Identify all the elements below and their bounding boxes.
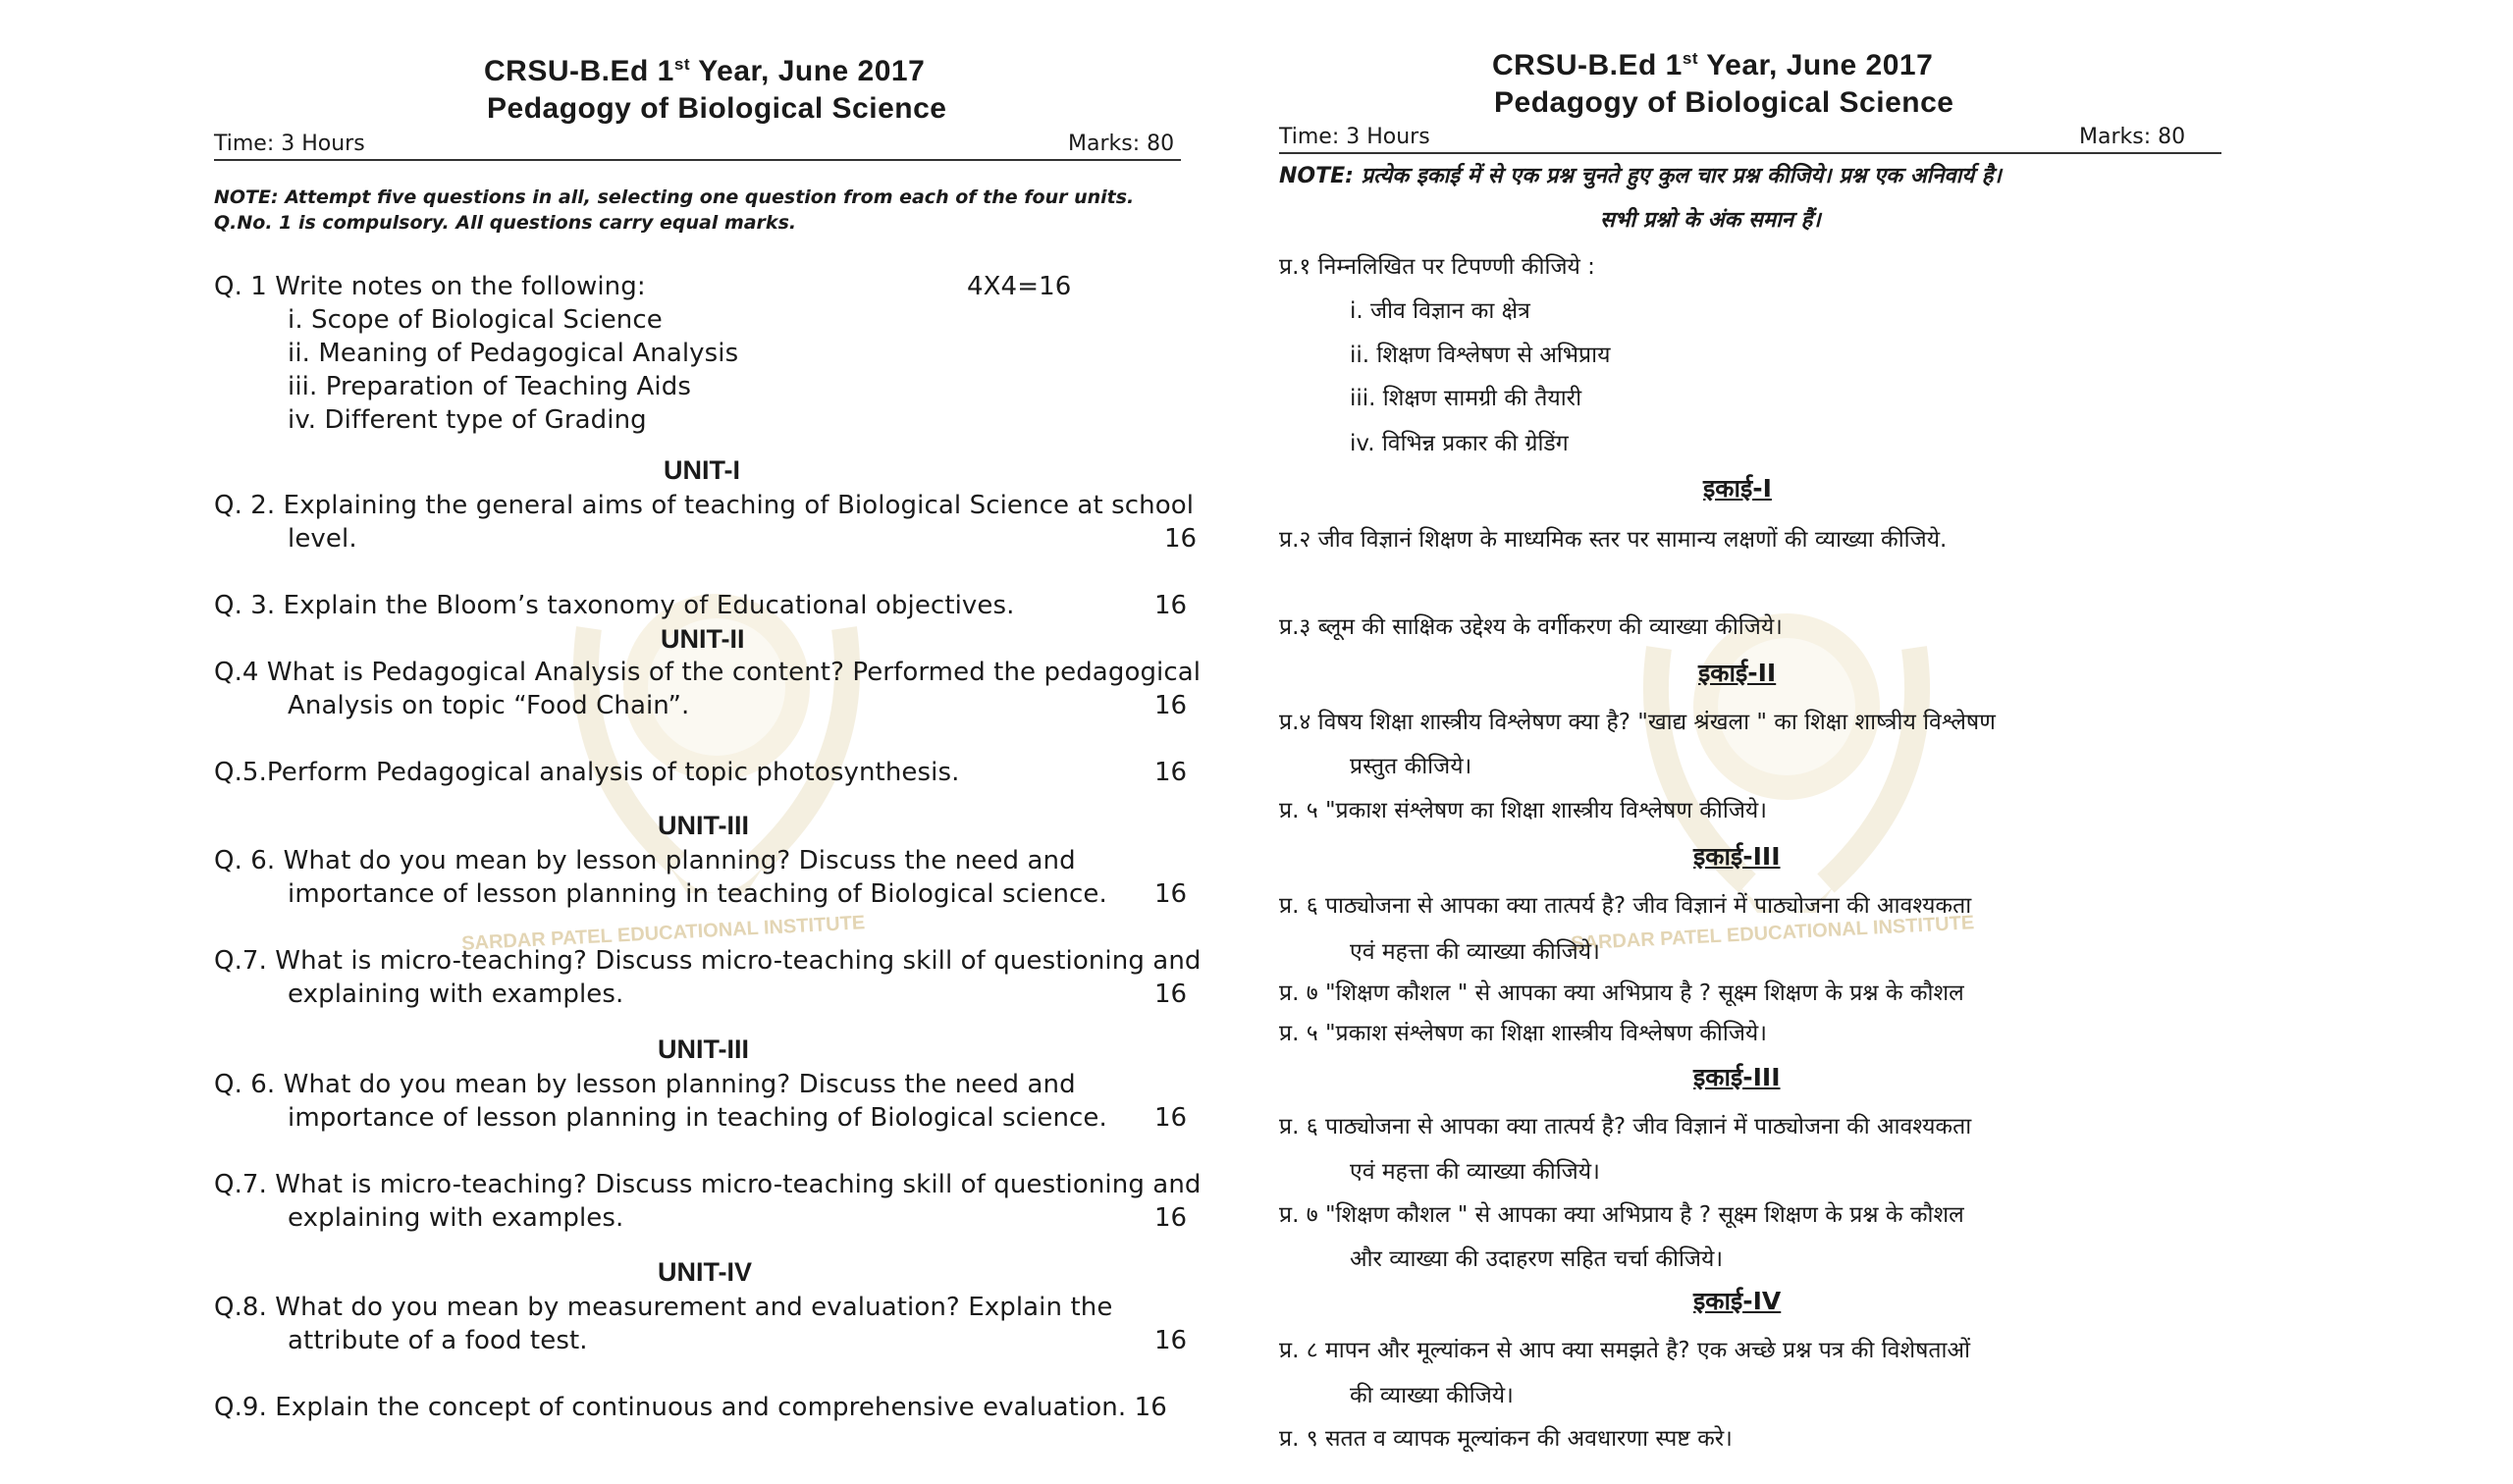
question-marks: 16 [1154, 1203, 1188, 1233]
paper-subject: Pedagogy of Biological Science [1494, 86, 1954, 119]
question-6: प्र. ६ पाठ्योजना से आपका क्या तात्पर्य है? जीव विज्ञानं में पाठ्योजना की आवश्यकता [1279, 893, 1972, 919]
question-7: Q.7. What is micro-teaching? Discuss micro-teaching skill of questioning and [214, 946, 1202, 976]
question-marks: 16 [1154, 1103, 1188, 1133]
question-3: प्र.३ ब्लूम की साक्षिक उद्देश्य के वर्गीकरण की व्याख्या कीजिये। [1279, 614, 1783, 640]
question-6: Q. 6. What do you mean by lesson planning? Discuss the need and [214, 1070, 1076, 1099]
sub-question: ii. शिक्षण विश्लेषण से अभिप्राय [1350, 343, 1611, 368]
unit-heading: UNIT-III [658, 811, 749, 840]
question-7: Q.7. What is micro-teaching? Discuss micro-teaching skill of questioning and [214, 1170, 1202, 1199]
question-9: प्र. ९ सतत व व्यापक मूल्यांकन की अवधारणा स्पष्ट करे। [1279, 1426, 1733, 1452]
unit-heading: इकाई-IV [1693, 1287, 1782, 1315]
question-marks: 16 [1154, 1326, 1188, 1355]
question-6: एवं महत्ता की व्याख्या कीजिये। [1350, 1159, 1600, 1185]
paper-subject: Pedagogy of Biological Science [487, 92, 947, 125]
watermark-text: SARDAR PATEL EDUCATIONAL INSTITUTE [1570, 912, 1975, 955]
watermark-text: SARDAR PATEL EDUCATIONAL INSTITUTE [460, 912, 866, 955]
question-1: Q. 1 Write notes on the following: [214, 272, 646, 301]
instructions-note: NOTE: Attempt five questions in all, selecting one question from each of the four units. [214, 186, 1135, 208]
time-label: Time: 3 Hours [1279, 125, 1430, 149]
question-6: प्र. ६ पाठ्योजना से आपका क्या तात्पर्य है? जीव विज्ञानं में पाठ्योजना की आवश्यकता [1279, 1114, 1972, 1140]
question-6: importance of lesson planning in teaching of Biological science. [288, 879, 1107, 909]
sub-question: iii. Preparation of Teaching Aids [288, 372, 691, 401]
question-2: Q. 2. Explaining the general aims of teaching of Biological Science at school [214, 491, 1195, 520]
paper-title: CRSU-B.Ed 1st Year, June 2017 [1492, 49, 1934, 81]
question-8: की व्याख्या कीजिये। [1350, 1383, 1514, 1408]
question-marks: 16 [1164, 524, 1198, 554]
question-8: Q.8. What do you mean by measurement and evaluation? Explain the [214, 1293, 1113, 1322]
question-7: और व्याख्या की उदाहरण सहित चर्चा कीजिये। [1350, 1246, 1724, 1272]
instructions-note: सभी प्रश्नो के अंक समान हैं। [1600, 208, 1821, 233]
unit-heading: इकाई-III [1693, 842, 1781, 871]
unit-heading: UNIT-III [658, 1034, 749, 1064]
question-5: प्र. ५ "प्रकाश संश्लेषण का शिक्षा शास्त्रीय विश्लेषण कीजिये। [1279, 798, 1767, 823]
question-7: explaining with examples. [288, 980, 624, 1009]
question-7: प्र. ७ "शिक्षण कौशल " से आपका क्या अभिप्राय है ? सूक्ष्म शिक्षण के प्रश्न के कौशल [1279, 1202, 1964, 1228]
english-question-paper [0, 0, 1247, 1484]
question-4: प्रस्तुत कीजिये। [1350, 754, 1472, 779]
question-5: प्र. ५ "प्रकाश संश्लेषण का शिक्षा शास्त्रीय विश्लेषण कीजिये। [1279, 1021, 1767, 1046]
question-2: level. [288, 524, 357, 554]
instructions-note: NOTE: प्रत्येक इकाई में से एक प्रश्न चुनते हुए कुल चार प्रश्न कीजिये। प्रश्न एक अनिवार्य है। [1279, 164, 2002, 188]
institute-emblem-watermark [1600, 530, 1973, 942]
question-6: एवं महत्ता की व्याख्या कीजिये। [1350, 939, 1600, 965]
question-8: प्र. ८ मापन और मूल्यांकन से आप क्या समझते है? एक अच्छे प्रश्न पत्र की विशेषताओं [1279, 1338, 1970, 1363]
question-marks: 16 [1154, 980, 1188, 1009]
unit-heading: UNIT-I [664, 455, 740, 485]
unit-heading: इकाई-II [1698, 659, 1777, 687]
paper-title: CRSU-B.Ed 1st Year, June 2017 [484, 55, 926, 87]
instructions-note: Q.No. 1 is compulsory. All questions carry equal marks. [214, 212, 797, 234]
question-4: Analysis on topic “Food Chain”. [288, 691, 690, 720]
unit-heading: UNIT-II [661, 624, 745, 654]
header-rule [1279, 152, 2221, 154]
question-marks: 16 [1154, 879, 1188, 909]
question-marks: 4X4=16 [967, 272, 1072, 301]
question-7: प्र. ७ "शिक्षण कौशल " से आपका क्या अभिप्राय है ? सूक्ष्म शिक्षण के प्रश्न के कौशल [1279, 980, 1964, 1006]
question-2: प्र.२ जीव विज्ञानं शिक्षण के माध्यमिक स्तर पर सामान्य लक्षणों की व्याख्या कीजिये. [1279, 527, 1948, 553]
question-5: Q.5.Perform Pedagogical analysis of topic photosynthesis. [214, 758, 960, 787]
marks-label: Marks: 80 [2079, 125, 2186, 149]
sub-question: ii. Meaning of Pedagogical Analysis [288, 339, 739, 368]
sub-question: i. जीव विज्ञान का क्षेत्र [1350, 298, 1530, 324]
time-label: Time: 3 Hours [214, 132, 365, 156]
sub-question: iv. Different type of Grading [288, 405, 647, 435]
hindi-question-paper [1247, 0, 2513, 1484]
question-4: प्र.४ विषय शिक्षा शास्त्रीय विश्लेषण क्या है? "खाद्य श्रंखला " का शिक्षा शाष्त्रीय विश्लेषण [1279, 710, 1996, 735]
question-4: Q.4 What is Pedagogical Analysis of the content? Performed the pedagogical [214, 658, 1202, 687]
unit-heading: इकाई-I [1703, 474, 1772, 503]
question-6: importance of lesson planning in teaching of Biological science. [288, 1103, 1107, 1133]
question-3: Q. 3. Explain the Bloom’s taxonomy of Educational objectives. [214, 591, 1015, 620]
header-rule [214, 159, 1181, 161]
question-9: Q.9. Explain the concept of continuous and comprehensive evaluation. 16 [214, 1393, 1167, 1422]
question-6: Q. 6. What do you mean by lesson planning? Discuss the need and [214, 846, 1076, 875]
question-marks: 16 [1154, 691, 1188, 720]
sub-question: iii. शिक्षण सामग्री की तैयारी [1350, 386, 1582, 411]
sub-question: i. Scope of Biological Science [288, 305, 663, 335]
question-1: प्र.१ निम्नलिखित पर टिपण्णी कीजिये : [1279, 254, 1595, 280]
question-8: attribute of a food test. [288, 1326, 588, 1355]
unit-heading: UNIT-IV [658, 1257, 753, 1287]
marks-label: Marks: 80 [1068, 132, 1175, 156]
question-marks: 16 [1154, 591, 1188, 620]
question-marks: 16 [1154, 758, 1188, 787]
unit-heading: इकाई-III [1693, 1063, 1781, 1091]
question-7: explaining with examples. [288, 1203, 624, 1233]
sub-question: iv. विभिन्न प्रकार की ग्रेडिंग [1350, 431, 1569, 456]
